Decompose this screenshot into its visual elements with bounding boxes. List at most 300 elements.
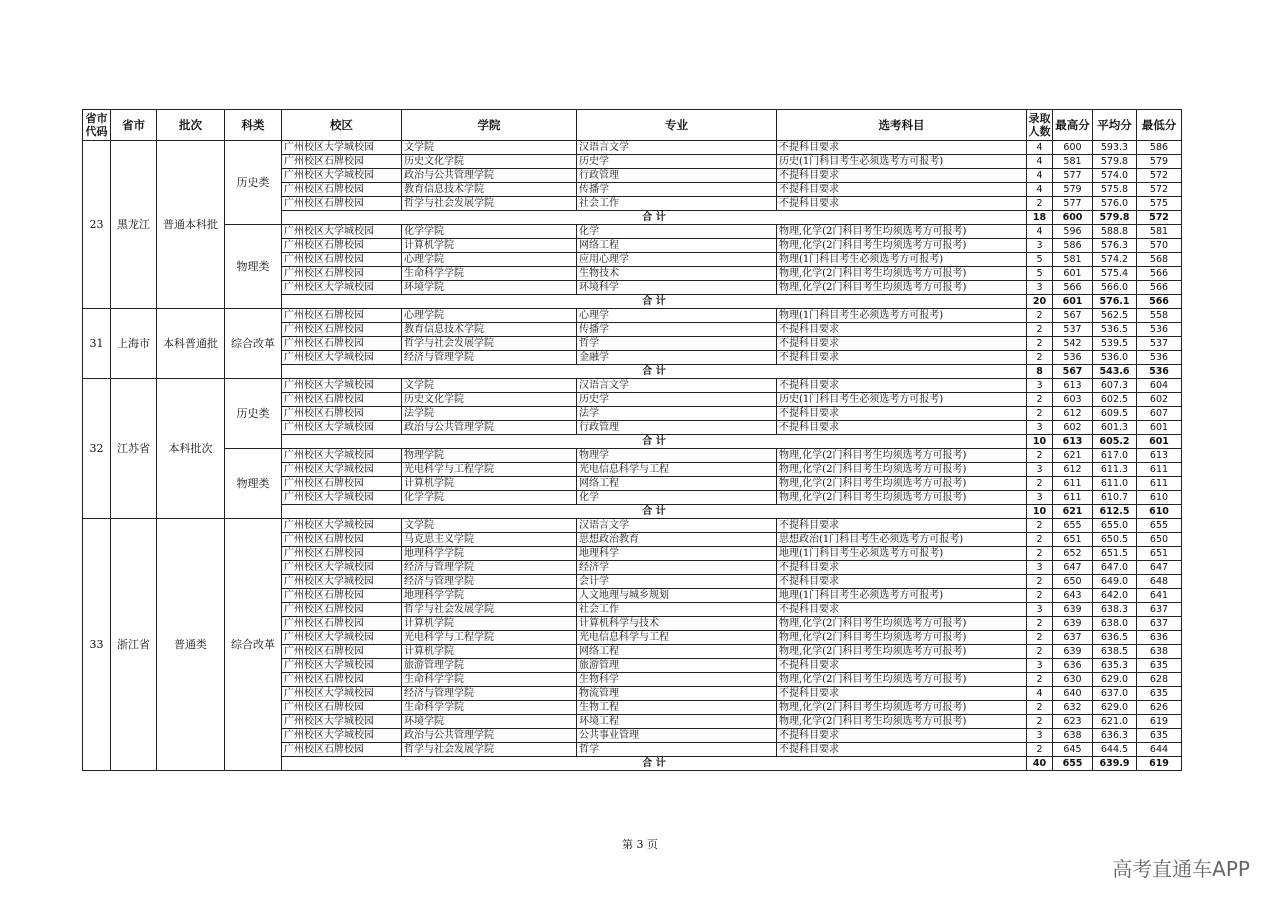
min-score-cell: 558 [1137, 309, 1182, 323]
college-cell: 文学院 [402, 141, 577, 155]
admitted-count-cell: 2 [1027, 351, 1053, 365]
min-score-cell: 644 [1137, 743, 1182, 757]
required-subjects-cell: 历史(1门科目考生必须选考方可报考) [777, 393, 1027, 407]
major-cell: 化学 [577, 225, 777, 239]
required-subjects-cell: 物理(1门科目考生必须选考方可报考) [777, 253, 1027, 267]
avg-score-cell: 650.5 [1093, 533, 1137, 547]
avg-score-cell: 576.3 [1093, 239, 1137, 253]
total-count-cell: 10 [1027, 435, 1053, 449]
avg-score-cell: 629.0 [1093, 701, 1137, 715]
major-cell: 物流管理 [577, 687, 777, 701]
major-cell: 汉语言文学 [577, 141, 777, 155]
avg-score-cell: 629.0 [1093, 673, 1137, 687]
min-score-cell: 537 [1137, 337, 1182, 351]
avg-score-cell: 649.0 [1093, 575, 1137, 589]
college-cell: 计算机学院 [402, 239, 577, 253]
table-body [83, 141, 1182, 771]
major-cell: 经济学 [577, 561, 777, 575]
avg-score-cell: 647.0 [1093, 561, 1137, 575]
major-cell: 生物工程 [577, 701, 777, 715]
table-header-row [83, 110, 1182, 141]
major-cell: 旅游管理 [577, 659, 777, 673]
total-count-cell: 8 [1027, 365, 1053, 379]
max-score-cell: 639 [1053, 617, 1093, 631]
campus-cell: 广州校区石牌校园 [282, 547, 402, 561]
table-row [83, 309, 1182, 323]
subject-type-cell: 物理类 [225, 449, 282, 519]
required-subjects-cell: 思想政治(1门科目考生必须选考方可报考) [777, 533, 1027, 547]
min-score-cell: 641 [1137, 589, 1182, 603]
major-cell: 历史学 [577, 393, 777, 407]
campus-cell: 广州校区大学城校园 [282, 379, 402, 393]
max-score-cell: 655 [1053, 519, 1093, 533]
total-max-cell: 621 [1053, 505, 1093, 519]
required-subjects-cell: 不提科目要求 [777, 169, 1027, 183]
avg-score-cell: 609.5 [1093, 407, 1137, 421]
header-min-score: 最低分 [1137, 110, 1182, 141]
batch-cell: 本科批次 [157, 379, 225, 519]
college-cell: 化学学院 [402, 491, 577, 505]
admitted-count-cell: 4 [1027, 225, 1053, 239]
admitted-count-cell: 2 [1027, 519, 1053, 533]
min-score-cell: 536 [1137, 351, 1182, 365]
min-score-cell: 635 [1137, 659, 1182, 673]
major-cell: 会计学 [577, 575, 777, 589]
college-cell: 历史文化学院 [402, 155, 577, 169]
avg-score-cell: 636.5 [1093, 631, 1137, 645]
major-cell: 公共事业管理 [577, 729, 777, 743]
avg-score-cell: 602.5 [1093, 393, 1137, 407]
min-score-cell: 635 [1137, 687, 1182, 701]
required-subjects-cell: 物理,化学(2门科目考生均须选考方可报考) [777, 701, 1027, 715]
header-province: 省市 [111, 110, 157, 141]
campus-cell: 广州校区大学城校园 [282, 463, 402, 477]
max-score-cell: 577 [1053, 169, 1093, 183]
total-avg-cell: 605.2 [1093, 435, 1137, 449]
admitted-count-cell: 2 [1027, 743, 1053, 757]
college-cell: 旅游管理学院 [402, 659, 577, 673]
admitted-count-cell: 3 [1027, 463, 1053, 477]
campus-cell: 广州校区大学城校园 [282, 519, 402, 533]
min-score-cell: 568 [1137, 253, 1182, 267]
college-cell: 经济与管理学院 [402, 575, 577, 589]
required-subjects-cell: 不提科目要求 [777, 379, 1027, 393]
avg-score-cell: 539.5 [1093, 337, 1137, 351]
page-number: 第 3 页 [622, 838, 658, 851]
required-subjects-cell: 物理(1门科目考生必须选考方可报考) [777, 309, 1027, 323]
admitted-count-cell: 2 [1027, 449, 1053, 463]
min-score-cell: 635 [1137, 729, 1182, 743]
college-cell: 教育信息技术学院 [402, 183, 577, 197]
college-cell: 环境学院 [402, 715, 577, 729]
max-score-cell: 652 [1053, 547, 1093, 561]
max-score-cell: 602 [1053, 421, 1093, 435]
required-subjects-cell: 物理,化学(2门科目考生均须选考方可报考) [777, 463, 1027, 477]
avg-score-cell: 536.5 [1093, 323, 1137, 337]
max-score-cell: 611 [1053, 491, 1093, 505]
admitted-count-cell: 2 [1027, 407, 1053, 421]
major-cell: 思想政治教育 [577, 533, 777, 547]
major-cell: 金融学 [577, 351, 777, 365]
max-score-cell: 596 [1053, 225, 1093, 239]
max-score-cell: 581 [1053, 253, 1093, 267]
campus-cell: 广州校区石牌校园 [282, 393, 402, 407]
required-subjects-cell: 历史(1门科目考生必须选考方可报考) [777, 155, 1027, 169]
total-avg-cell: 639.9 [1093, 757, 1137, 771]
avg-score-cell: 637.0 [1093, 687, 1137, 701]
total-max-cell: 655 [1053, 757, 1093, 771]
max-score-cell: 611 [1053, 477, 1093, 491]
major-cell: 化学 [577, 491, 777, 505]
college-cell: 经济与管理学院 [402, 351, 577, 365]
max-score-cell: 566 [1053, 281, 1093, 295]
admitted-count-cell: 3 [1027, 421, 1053, 435]
college-cell: 心理学院 [402, 253, 577, 267]
campus-cell: 广州校区石牌校园 [282, 673, 402, 687]
table-row [83, 225, 1182, 239]
min-score-cell: 581 [1137, 225, 1182, 239]
campus-cell: 广州校区大学城校园 [282, 421, 402, 435]
college-cell: 心理学院 [402, 309, 577, 323]
admitted-count-cell: 4 [1027, 141, 1053, 155]
max-score-cell: 651 [1053, 533, 1093, 547]
required-subjects-cell: 不提科目要求 [777, 421, 1027, 435]
min-score-cell: 566 [1137, 281, 1182, 295]
province-name-cell: 黑龙江 [111, 141, 157, 309]
college-cell: 经济与管理学院 [402, 561, 577, 575]
required-subjects-cell: 物理,化学(2门科目考生均须选考方可报考) [777, 239, 1027, 253]
required-subjects-cell: 不提科目要求 [777, 351, 1027, 365]
avg-score-cell: 607.3 [1093, 379, 1137, 393]
province-name-cell: 江苏省 [111, 379, 157, 519]
max-score-cell: 567 [1053, 309, 1093, 323]
required-subjects-cell: 不提科目要求 [777, 337, 1027, 351]
avg-score-cell: 588.8 [1093, 225, 1137, 239]
avg-score-cell: 644.5 [1093, 743, 1137, 757]
total-avg-cell: 576.1 [1093, 295, 1137, 309]
campus-cell: 广州校区石牌校园 [282, 589, 402, 603]
avg-score-cell: 566.0 [1093, 281, 1137, 295]
campus-cell: 广州校区大学城校园 [282, 659, 402, 673]
min-score-cell: 628 [1137, 673, 1182, 687]
major-cell: 社会工作 [577, 603, 777, 617]
major-cell: 地理科学 [577, 547, 777, 561]
major-cell: 计算机科学与技术 [577, 617, 777, 631]
min-score-cell: 647 [1137, 561, 1182, 575]
college-cell: 计算机学院 [402, 477, 577, 491]
college-cell: 哲学与社会发展学院 [402, 743, 577, 757]
campus-cell: 广州校区石牌校园 [282, 267, 402, 281]
admitted-count-cell: 2 [1027, 477, 1053, 491]
required-subjects-cell: 物理,化学(2门科目考生均须选考方可报考) [777, 617, 1027, 631]
admitted-count-cell: 5 [1027, 253, 1053, 267]
max-score-cell: 638 [1053, 729, 1093, 743]
max-score-cell: 630 [1053, 673, 1093, 687]
campus-cell: 广州校区石牌校园 [282, 477, 402, 491]
max-score-cell: 577 [1053, 197, 1093, 211]
required-subjects-cell: 不提科目要求 [777, 141, 1027, 155]
avg-score-cell: 651.5 [1093, 547, 1137, 561]
min-score-cell: 601 [1137, 421, 1182, 435]
admitted-count-cell: 4 [1027, 155, 1053, 169]
college-cell: 哲学与社会发展学院 [402, 603, 577, 617]
campus-cell: 广州校区大学城校园 [282, 449, 402, 463]
min-score-cell: 575 [1137, 197, 1182, 211]
max-score-cell: 639 [1053, 645, 1093, 659]
major-cell: 生物科学 [577, 673, 777, 687]
major-cell: 环境工程 [577, 715, 777, 729]
major-cell: 网络工程 [577, 477, 777, 491]
avg-score-cell: 593.3 [1093, 141, 1137, 155]
required-subjects-cell: 不提科目要求 [777, 743, 1027, 757]
admitted-count-cell: 3 [1027, 281, 1053, 295]
max-score-cell: 603 [1053, 393, 1093, 407]
required-subjects-cell: 不提科目要求 [777, 575, 1027, 589]
required-subjects-cell: 物理,化学(2门科目考生均须选考方可报考) [777, 281, 1027, 295]
required-subjects-cell: 物理,化学(2门科目考生均须选考方可报考) [777, 491, 1027, 505]
required-subjects-cell: 不提科目要求 [777, 407, 1027, 421]
college-cell: 历史文化学院 [402, 393, 577, 407]
min-score-cell: 602 [1137, 393, 1182, 407]
avg-score-cell: 635.3 [1093, 659, 1137, 673]
admitted-count-cell: 3 [1027, 239, 1053, 253]
header-avg-score: 平均分 [1093, 110, 1137, 141]
campus-cell: 广州校区石牌校园 [282, 309, 402, 323]
campus-cell: 广州校区石牌校园 [282, 407, 402, 421]
avg-score-cell: 636.3 [1093, 729, 1137, 743]
min-score-cell: 613 [1137, 449, 1182, 463]
avg-score-cell: 617.0 [1093, 449, 1137, 463]
total-max-cell: 613 [1053, 435, 1093, 449]
max-score-cell: 536 [1053, 351, 1093, 365]
college-cell: 计算机学院 [402, 617, 577, 631]
min-score-cell: 572 [1137, 169, 1182, 183]
admitted-count-cell: 2 [1027, 617, 1053, 631]
watermark: 高考直通车APP [1112, 857, 1250, 881]
college-cell: 经济与管理学院 [402, 687, 577, 701]
required-subjects-cell: 物理,化学(2门科目考生均须选考方可报考) [777, 631, 1027, 645]
college-cell: 政治与公共管理学院 [402, 421, 577, 435]
campus-cell: 广州校区大学城校园 [282, 225, 402, 239]
required-subjects-cell: 地理(1门科目考生必须选考方可报考) [777, 589, 1027, 603]
avg-score-cell: 576.0 [1093, 197, 1137, 211]
header-province-code: 省市 代码 [83, 110, 111, 141]
table-row [83, 519, 1182, 533]
required-subjects-cell: 不提科目要求 [777, 323, 1027, 337]
major-cell: 汉语言文学 [577, 519, 777, 533]
required-subjects-cell: 物理,化学(2门科目考生均须选考方可报考) [777, 225, 1027, 239]
max-score-cell: 623 [1053, 715, 1093, 729]
min-score-cell: 610 [1137, 491, 1182, 505]
major-cell: 生物技术 [577, 267, 777, 281]
major-cell: 网络工程 [577, 645, 777, 659]
total-max-cell: 601 [1053, 295, 1093, 309]
min-score-cell: 638 [1137, 645, 1182, 659]
college-cell: 生命科学学院 [402, 673, 577, 687]
min-score-cell: 637 [1137, 603, 1182, 617]
campus-cell: 广州校区石牌校园 [282, 533, 402, 547]
college-cell: 教育信息技术学院 [402, 323, 577, 337]
province-code-cell: 32 [83, 379, 111, 519]
admitted-count-cell: 2 [1027, 337, 1053, 351]
avg-score-cell: 610.7 [1093, 491, 1137, 505]
college-cell: 光电科学与工程学院 [402, 463, 577, 477]
subject-type-cell: 综合改革 [225, 519, 282, 771]
major-cell: 社会工作 [577, 197, 777, 211]
campus-cell: 广州校区大学城校园 [282, 561, 402, 575]
college-cell: 化学学院 [402, 225, 577, 239]
avg-score-cell: 638.5 [1093, 645, 1137, 659]
college-cell: 政治与公共管理学院 [402, 729, 577, 743]
max-score-cell: 612 [1053, 463, 1093, 477]
college-cell: 地理科学学院 [402, 589, 577, 603]
total-min-cell: 572 [1137, 211, 1182, 225]
college-cell: 文学院 [402, 519, 577, 533]
max-score-cell: 581 [1053, 155, 1093, 169]
major-cell: 应用心理学 [577, 253, 777, 267]
header-campus: 校区 [282, 110, 402, 141]
admitted-count-cell: 2 [1027, 547, 1053, 561]
campus-cell: 广州校区石牌校园 [282, 197, 402, 211]
major-cell: 传播学 [577, 183, 777, 197]
avg-score-cell: 536.0 [1093, 351, 1137, 365]
min-score-cell: 566 [1137, 267, 1182, 281]
total-count-cell: 40 [1027, 757, 1053, 771]
major-cell: 传播学 [577, 323, 777, 337]
campus-cell: 广州校区石牌校园 [282, 253, 402, 267]
admitted-count-cell: 3 [1027, 379, 1053, 393]
major-cell: 法学 [577, 407, 777, 421]
max-score-cell: 586 [1053, 239, 1093, 253]
max-score-cell: 542 [1053, 337, 1093, 351]
subject-type-cell: 历史类 [225, 379, 282, 449]
campus-cell: 广州校区石牌校园 [282, 701, 402, 715]
admitted-count-cell: 4 [1027, 169, 1053, 183]
admitted-count-cell: 2 [1027, 701, 1053, 715]
total-min-cell: 619 [1137, 757, 1182, 771]
college-cell: 马克思主义学院 [402, 533, 577, 547]
avg-score-cell: 638.0 [1093, 617, 1137, 631]
avg-score-cell: 621.0 [1093, 715, 1137, 729]
total-avg-cell: 579.8 [1093, 211, 1137, 225]
major-cell: 网络工程 [577, 239, 777, 253]
college-cell: 哲学与社会发展学院 [402, 197, 577, 211]
required-subjects-cell: 物理,化学(2门科目考生均须选考方可报考) [777, 267, 1027, 281]
avg-score-cell: 655.0 [1093, 519, 1137, 533]
avg-score-cell: 574.0 [1093, 169, 1137, 183]
max-score-cell: 637 [1053, 631, 1093, 645]
subject-type-cell: 综合改革 [225, 309, 282, 379]
subtotal-label: 合 计 [282, 295, 1027, 309]
total-min-cell: 610 [1137, 505, 1182, 519]
college-cell: 光电科学与工程学院 [402, 631, 577, 645]
total-max-cell: 600 [1053, 211, 1093, 225]
college-cell: 生命科学学院 [402, 701, 577, 715]
campus-cell: 广州校区大学城校园 [282, 575, 402, 589]
avg-score-cell: 562.5 [1093, 309, 1137, 323]
required-subjects-cell: 物理,化学(2门科目考生均须选考方可报考) [777, 645, 1027, 659]
header-batch: 批次 [157, 110, 225, 141]
max-score-cell: 645 [1053, 743, 1093, 757]
total-max-cell: 567 [1053, 365, 1093, 379]
admitted-count-cell: 2 [1027, 575, 1053, 589]
admitted-count-cell: 4 [1027, 183, 1053, 197]
admitted-count-cell: 2 [1027, 323, 1053, 337]
province-name-cell: 上海市 [111, 309, 157, 379]
college-cell: 文学院 [402, 379, 577, 393]
required-subjects-cell: 不提科目要求 [777, 561, 1027, 575]
admitted-count-cell: 3 [1027, 561, 1053, 575]
campus-cell: 广州校区石牌校园 [282, 337, 402, 351]
avg-score-cell: 638.3 [1093, 603, 1137, 617]
required-subjects-cell: 不提科目要求 [777, 519, 1027, 533]
header-required-subjects: 选考科目 [777, 110, 1027, 141]
subtotal-label: 合 计 [282, 435, 1027, 449]
college-cell: 生命科学学院 [402, 267, 577, 281]
college-cell: 地理科学学院 [402, 547, 577, 561]
table-row [83, 449, 1182, 463]
avg-score-cell: 575.8 [1093, 183, 1137, 197]
major-cell: 光电信息科学与工程 [577, 631, 777, 645]
required-subjects-cell: 不提科目要求 [777, 659, 1027, 673]
campus-cell: 广州校区大学城校园 [282, 281, 402, 295]
min-score-cell: 579 [1137, 155, 1182, 169]
total-min-cell: 601 [1137, 435, 1182, 449]
campus-cell: 广州校区石牌校园 [282, 617, 402, 631]
table-row [83, 141, 1182, 155]
admitted-count-cell: 3 [1027, 729, 1053, 743]
admitted-count-cell: 3 [1027, 491, 1053, 505]
header-major: 专业 [577, 110, 777, 141]
header-max-score: 最高分 [1053, 110, 1093, 141]
required-subjects-cell: 物理,化学(2门科目考生均须选考方可报考) [777, 449, 1027, 463]
batch-cell: 本科普通批 [157, 309, 225, 379]
campus-cell: 广州校区石牌校园 [282, 239, 402, 253]
min-score-cell: 626 [1137, 701, 1182, 715]
max-score-cell: 613 [1053, 379, 1093, 393]
required-subjects-cell: 物理,化学(2门科目考生均须选考方可报考) [777, 715, 1027, 729]
min-score-cell: 586 [1137, 141, 1182, 155]
province-name-cell: 浙江省 [111, 519, 157, 771]
header-admitted-count: 录取 人数 [1027, 110, 1053, 141]
admitted-count-cell: 4 [1027, 687, 1053, 701]
table-row [83, 379, 1182, 393]
total-avg-cell: 612.5 [1093, 505, 1137, 519]
major-cell: 行政管理 [577, 169, 777, 183]
required-subjects-cell: 不提科目要求 [777, 197, 1027, 211]
batch-cell: 普通类 [157, 519, 225, 771]
admitted-count-cell: 2 [1027, 589, 1053, 603]
campus-cell: 广州校区大学城校园 [282, 715, 402, 729]
admitted-count-cell: 5 [1027, 267, 1053, 281]
admitted-count-cell: 2 [1027, 533, 1053, 547]
min-score-cell: 572 [1137, 183, 1182, 197]
major-cell: 哲学 [577, 743, 777, 757]
total-count-cell: 10 [1027, 505, 1053, 519]
header-college: 学院 [402, 110, 577, 141]
subtotal-label: 合 计 [282, 757, 1027, 771]
campus-cell: 广州校区石牌校园 [282, 603, 402, 617]
max-score-cell: 600 [1053, 141, 1093, 155]
major-cell: 历史学 [577, 155, 777, 169]
college-cell: 政治与公共管理学院 [402, 169, 577, 183]
admitted-count-cell: 3 [1027, 603, 1053, 617]
college-cell: 物理学院 [402, 449, 577, 463]
province-code-cell: 31 [83, 309, 111, 379]
admitted-count-cell: 2 [1027, 197, 1053, 211]
subtotal-label: 合 计 [282, 365, 1027, 379]
campus-cell: 广州校区石牌校园 [282, 323, 402, 337]
